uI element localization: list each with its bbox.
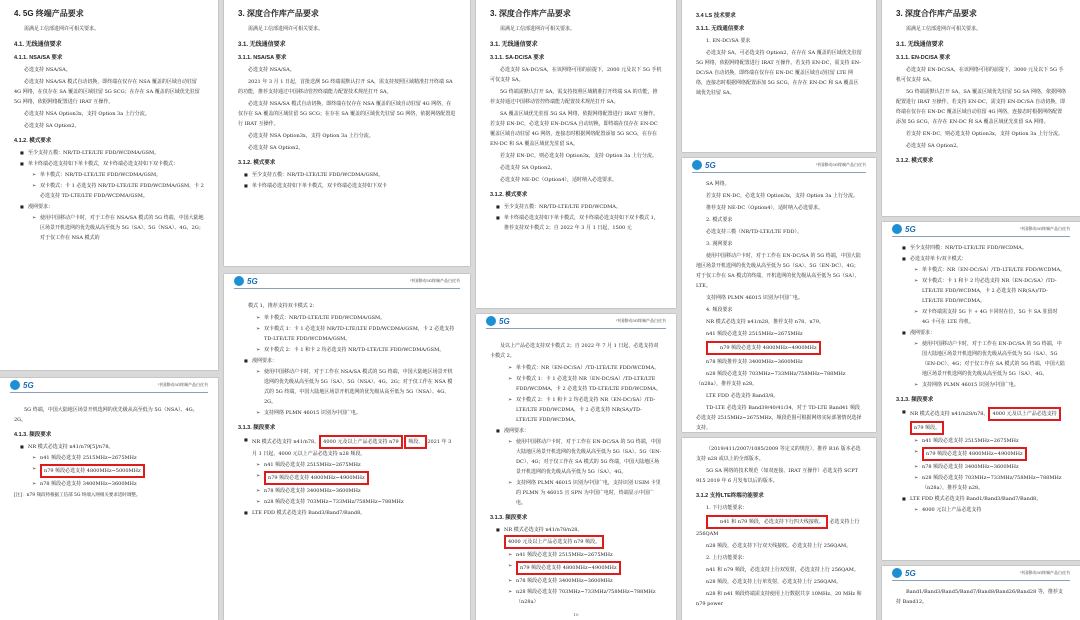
- bullet-item: [244, 435, 456, 459]
- section-title: 4. 5G 终端产品要求: [14, 9, 84, 18]
- doc-page-11: [882, 222, 1080, 560]
- paragraph: 必选支持 NE-DC（Option4），适时纳入必选要求。: [500, 177, 618, 183]
- paragraph: 推荐支持 NE-DC（Option4），适时纳入必选要求。: [706, 205, 824, 211]
- page-header: [892, 222, 1070, 237]
- paragraph: SA 网络。: [706, 181, 730, 187]
- subsection-title: 4.1. 无线通信要求: [14, 42, 62, 48]
- paragraph: 需满足工信部进网许可相关要求。: [906, 26, 982, 32]
- logo-5g: 5G: [247, 276, 258, 286]
- paragraph: n78 频段推荐支持 3400MHz~3600MHz: [706, 359, 803, 365]
- paragraph: 2. 模式要求: [706, 217, 733, 223]
- header-title: 中国移动5G终端产品白皮书: [1020, 570, 1070, 575]
- doc-page-10: [882, 0, 1080, 216]
- subsection-title: 4.1.2. 模式要求: [14, 138, 52, 144]
- subsection-title: 3.1. 无线通信要求: [490, 42, 538, 48]
- paragraph: n28 频段必选支持 703MHz~733MHz/758MHz~788MHz（n28a），推荐支持 n28。: [696, 371, 846, 387]
- sub-item: ➢ n78 频段必选支持 3400MHz~3600MHz: [256, 486, 456, 496]
- text-run: NR 模式必选支持 n41/n78/n28、: [504, 527, 583, 533]
- paragraph: 及以上产品必选支持双卡模式 2；自 2022 年 7 月 1 日起，必选支持双卡模式 2。: [490, 343, 659, 359]
- paragraph: 模式 1，推荐支持双卡模式 2：: [248, 303, 318, 309]
- page-header: [486, 314, 666, 329]
- sub-item: ➢ 双卡模式 1：卡 1 必选支持 NR（EN-DC/SA）/TD-LTE/LTE FDD/WCDMA，卡 2 必选支持 TD-LTE/LTE FDD/WCDMA。: [508, 374, 662, 394]
- sub-item: ➢ n78 频段必选支持 3400MHz~3600MHz: [508, 576, 662, 586]
- paragraph: 1. EN-DC/SA 要求: [706, 38, 751, 44]
- paragraph: 必选支持 SA Option2。: [500, 165, 556, 171]
- paragraph: 支持网络 PLMN 46015 识别为中国广电。: [706, 295, 803, 301]
- bullet-item: ■ 至少支持五模：NR/TD-LTE/LTE FDD/WCDMA/GSM。: [244, 170, 456, 180]
- paragraph: [696, 341, 862, 355]
- doc-page-5: [476, 0, 676, 308]
- subsection-title: 3.1. 无线通信要求: [896, 42, 944, 48]
- sub-item: ➢ 使用中国移动户卡时，对于工作在 EN-DC/SA 的 5G 终端，中国大陆地区场景开机选网的优先级从高至低为 5G（SA）、5G（EN-DC）、4G；对于仅工作在 SA 模式的 5G 终端，中国大陆地区场景开机选网的优先级从高至低为 5G（SA）、4G。: [508, 437, 662, 477]
- sub-item: ➢ n78 频段必选支持 3400MHz~3600MHz: [914, 462, 1066, 472]
- paragraph: 5G SA 网络的技术规范（如双连接、IRAT 互操作）必选支持 SCPT 915 2019 年 6 月发布以后的版本。: [696, 468, 858, 484]
- paragraph: 必选支持三模（NR/TD-LTE/LTE FDD）。: [706, 229, 803, 235]
- page-header: [10, 378, 208, 393]
- doc-page-2: [0, 378, 218, 620]
- doc-page-3: [224, 0, 470, 266]
- sub-item: ➢ 双卡终端需支持 5G 卡 + 4G 卡同时在位，5G 卡 SA 驻留时 4G 卡可在 LTE 待机。: [914, 307, 1066, 327]
- subsection-title: 3.1. 无线通信要求: [238, 42, 286, 48]
- header-title: 中国移动5G终端产品白皮书: [816, 162, 866, 167]
- sub-item: ➢ 双卡模式 1：卡 1 必选支持 NR/TD-LTE/LTE FDD/WCDMA/GSM，卡 2 必选支持 TD-LTE/LTE FDD/WCDMA/GSM。: [256, 324, 456, 344]
- section-title: 3. 深度合作库产品要求: [896, 9, 977, 18]
- sub-item: ➢ 双卡模式 2：卡 1 和卡 2 均必选支持 NR/TD-LTE/LTE FDD/WCDMA/GSM。: [256, 345, 456, 355]
- subsection-title: 3.1.2. 模式要求: [490, 192, 528, 198]
- subsection-title: 4.1.3. 频段要求: [14, 432, 52, 438]
- highlight-box: 4000 元及以上产品必选支持 n79: [319, 435, 403, 449]
- subsection-title: 3.1.3. 频段要求: [490, 515, 528, 521]
- bullet-item: ■ 漫网要求：: [902, 328, 1066, 338]
- bullet-item: ■ 至少支持五模：NR/TD-LTE/LTE FDD/WCDMA。: [496, 202, 662, 212]
- logo: [692, 160, 716, 170]
- paragraph: 必选支持 NSA/SA。: [24, 67, 71, 73]
- page-header: [692, 158, 866, 173]
- text-run: NR 模式必选支持 n41/n28/n78、: [910, 411, 989, 417]
- highlight-box: 频段，: [404, 435, 427, 449]
- paragraph: 5G 终端，中国大陆地区场景开机选网的优先级从高至低为 5G（NSA）、4G、2G。: [14, 407, 198, 423]
- sub-item: ➢ 4000 元以上产品必选支持: [914, 505, 1066, 515]
- bullet-item: ■ 必选支持单卡/双卡模式：: [902, 254, 1066, 264]
- paragraph: 若支持 EN-DC，则必选支持 Option3x，支持 Option 3a 上行分流。: [500, 153, 657, 159]
- paragraph: 必选支持 EN-DC/SA，在该网络可用的前提下，3000 元及以下 5G 手机可仅支持 SA。: [896, 67, 1064, 83]
- sub-item: ➢ 支持网络 PLMN 46015 识别为中国广电，支持识别 USIM 卡里的 PLMN 为 46015 且 SPN 为中国广电时，终端显示中国广电。: [508, 478, 662, 508]
- bullet-item: ■ NR 模式必选支持 n41/n79[5]/n78。: [20, 442, 204, 452]
- bullet-item: ■ 漫网要求：: [20, 202, 204, 212]
- paragraph: 使用中国移动户卡时，对于工作在 EN-DC/SA 的 5G 终端，中国大陆地区场景开机选网的优先级从高至低为 5G（SA）、5G（EN-DC）、4G；对于仅工作在 SA 模式的终端，开机选网的优先级从高至低为 5G（SA）、LTE。: [696, 253, 861, 289]
- china-mobile-logo-icon: [486, 316, 496, 326]
- subsection-title: 3.4 LS 技术要求: [696, 13, 736, 19]
- highlight-box: n79 频段。: [910, 421, 944, 435]
- header-title: 中国移动5G终端产品白皮书: [616, 318, 666, 323]
- logo: [892, 224, 916, 234]
- paragraph: 4. 频段要求: [706, 307, 733, 313]
- logo-5g: 5G: [499, 316, 510, 326]
- doc-page-4: [224, 274, 470, 620]
- bullet-item: ■ 漫网要求：: [496, 426, 662, 436]
- subsection-title: 3.1.2. 模式要求: [896, 158, 934, 164]
- china-mobile-logo-icon: [692, 160, 702, 170]
- paragraph: 若支持 EN-DC，必选支持 Option3x，支持 Option 3a 上行分流。: [706, 193, 858, 199]
- header-title: 中国移动5G终端产品白皮书: [410, 278, 460, 283]
- sub-item: ➢ 支持网络 PLMN 46015 识别为中国广电。: [256, 408, 456, 418]
- highlight-box: n79 频段必选支持 4800MHz~5000MHz: [40, 464, 145, 478]
- china-mobile-logo-icon: [10, 380, 20, 390]
- paragraph: 1. 下行功能要求：: [706, 505, 748, 511]
- bullet-item: ■ LTE FDD 模式必选支持 Band3/Band7/Band8。: [244, 508, 456, 518]
- paragraph: 必选支持 SA-DC/SA，在该网络可用的前提下，2000 元及以下 5G 手机可仅支持 SA。: [490, 67, 662, 83]
- sub-item: ➢ 使用中国移动户卡时，对于工作在 NSA/SA 模式的 5G 终端，中国大陆地区场景开机选网的优先级从高至低为 5G（SA）、5G（NSA）、4G、2G；对于仅工作在 NSA 模式的 5G 终端，中国大陆地区场景开机选网的优先级从高至低为 5G（NSA）、4G、2G。: [256, 367, 456, 407]
- page-header: [234, 274, 460, 289]
- subsection-title: 3.1.3. 频段要求: [238, 425, 276, 431]
- paragraph: 必选支持 NSA/SA。: [248, 67, 295, 73]
- paragraph: 5G 终端需默认打开 SA，SA 覆盖区域优先驻留 5G SA 网络，依据网络配置进行 IRAT 互操作。若支持 EN-DC，需支持 EN-DC/SA 自动切换，即终端在仅存在 EN-DC 覆盖区域自动驻留 4G 网络，连接态时根据网络配置添加 5G SCG，在存在 EN-DC 和 SA 覆盖区域优先驻留 SA 网络。: [896, 89, 1066, 125]
- paragraph: n41 和 n79 频段，必选支持上行双发射，必选支持上行 256QAM。: [706, 567, 859, 573]
- sub-item: ➢ n41 频段必选支持 2515MHz~2675MHz: [32, 453, 204, 463]
- sub-item: ➢ n28 频段必选支持 703MHz~733MHz/758MHz~788MHz: [256, 497, 456, 507]
- subsection-title: 3.1.1. 无线通信要求: [696, 26, 745, 32]
- paragraph: 必选支持 SA Option2。: [906, 143, 962, 149]
- paragraph: [696, 515, 862, 539]
- doc-page-7: [682, 0, 876, 152]
- sub-item: ➢ 双卡模式：卡 1 和卡 2 均必选支持 NR（EN-DC/SA）/TD-LTE/LTE FDD/WCDMA，卡 2 必选支持 NR(SA)/TD-LTE/LTE FDD/WCDMA。: [914, 276, 1066, 306]
- highlight-box: 4000 元及以上产品必选支持 n79 频段。: [504, 535, 604, 549]
- bullet-item: ■ 单卡终端必选支持如下单卡模式，双卡终端必选支持如下双卡: [244, 181, 456, 191]
- china-mobile-logo-icon: [892, 224, 902, 234]
- bullet-item: ■ 单卡终端必选支持如下单卡模式，双卡终端必选支持如下双卡模式：: [20, 159, 204, 169]
- highlight-box: n79 频段必选支持 4800MHz~4900MHz: [516, 561, 621, 575]
- paragraph: n28 频段，必选支持上行单发射，必选支持上行 256QAM。: [706, 579, 842, 585]
- paragraph: 必选支持 SA，可必选支持 Option2，在存在 SA 覆盖的区域优先驻留 5G 网络，依据网络配置进行 IRAT 互操作。若支持 EN-DC，需支持 EN-DC/SA 自动切换，即终端在仅存在 EN-DC 覆盖区域自动驻留 LTE 网络，连接态时根据网络配置添加 5G SCG，在存在 EN-DC 和 SA 覆盖区域优先驻留 SA。: [696, 50, 862, 96]
- sub-item: ➢ 单卡模式：NR（EN-DC/SA）/TD-LTE/LTE FDD/WCDMA。: [914, 265, 1066, 275]
- paragraph: 需满足工信部进网许可相关要求。: [24, 26, 100, 32]
- bullet-item: [902, 407, 1066, 435]
- doc-page-1: [0, 0, 218, 370]
- bullet-item: ■ 至少支持四模：NR/TD-LTE/LTE FDD/WCDMA。: [902, 243, 1066, 253]
- paragraph: 必选支持 NSA/SA 模式自动切换，即终端在仅存在 NSA 覆盖的区域自动驻留 4G 网络，在仅存在 SA 覆盖的区域驻留 5G SCG；在存在 SA 覆盖的区域优先驻留 5G 网络，依据网络配置进行 IRAT 互操作。: [238, 101, 456, 127]
- section-title: 3. 深度合作库产品要求: [490, 9, 571, 18]
- text-run: 必选支持上行 256QAM: [696, 519, 860, 537]
- highlight-box: 4000 元及以上产品必选支持: [988, 407, 1060, 421]
- logo: [486, 316, 510, 326]
- paragraph: NR 模式必选支持 n41/n28，推荐支持 n78、n79。: [706, 319, 824, 325]
- logo: [10, 380, 34, 390]
- header-title: 中国移动5G终端产品白皮书: [1020, 226, 1070, 231]
- sub-item: ➢ 单卡模式：NR（EN-DC/SA）/TD-LTE/LTE FDD/WCDMA。: [508, 363, 662, 373]
- paragraph: 必选支持 SA Option2。: [24, 123, 80, 129]
- sub-item: ➢ n28 频段必选支持 703MHz~733MHz/758MHz~788MHz（n28a）: [508, 587, 662, 607]
- logo: [234, 276, 258, 286]
- china-mobile-logo-icon: [892, 568, 902, 578]
- subsection-title: 3.1.2 支持LTE终端功能要求: [696, 493, 764, 499]
- paragraph: n28 和 n41 频段终端需支持使用上行数据共享 10MHz、20 MHz 和 n79 power: [696, 591, 862, 607]
- doc-page-12: [882, 566, 1080, 620]
- sub-item: ➢ 双卡模式：卡 1 必选支持 NR/TD-LTE/LTE FDD/WCDMA/GSM，卡 2 必选支持 TD-LTE/LTE FDD/WCDMA/GSM。: [32, 181, 204, 201]
- paragraph: 必选支持 NSA/SA 模式自动切换，即终端在仅存在 NSA 覆盖的区域自动驻留 4G 网络，在仅存在 SA 覆盖的区域驻留 5G SCG；在存在 SA 覆盖的区域优先驻留 5G 网络，依据网络配置进行 IRAT 互操作。: [14, 79, 200, 105]
- bullet-item: ■ 至少支持五模：NR/TD-LTE/LTE FDD/WCDMA/GSM。: [20, 148, 204, 158]
- text-run: NR 模式必选支持 n41/n78、: [252, 439, 320, 445]
- paragraph: 若支持 EN-DC，则必选支持 Option3x，支持 Option 3a 上行分流。: [906, 131, 1063, 137]
- sub-item: ➢ 单卡模式：NR/TD-LTE/LTE FDD/WCDMA/GSM。: [32, 170, 204, 180]
- note: [注]：n79 频段将根据工信部 5G 终端入网相关要求适时调整。: [14, 493, 141, 498]
- section-title: 3. 深度合作库产品要求: [238, 9, 319, 18]
- subsection-title: 3.1.1. NSA/SA 要求: [238, 55, 287, 61]
- paragraph: n28 频段，必选支持下行双天线接收。必选支持上行 256QAM。: [706, 543, 852, 549]
- paragraph: 必选支持 NSA Option3x，支持 Option 3a 上行分流。: [24, 111, 150, 117]
- subsection-title: 3.1.2. 模式要求: [238, 160, 276, 166]
- sub-item: ➢ n28 频段必选支持 703MHz~733MHz/758MHz~788MHz（n28a），推荐支持 n28。: [914, 473, 1066, 493]
- sub-item: [32, 464, 204, 478]
- paragraph: 3. 漫网要求: [706, 241, 733, 247]
- subsection-title: 3.1.1. EN-DC/SA 要求: [896, 55, 951, 61]
- sub-item: ➢ n78 频段必选支持 3400MHz~3600MHz: [32, 479, 204, 489]
- paragraph: n41 频段必选支持 2515MHz~2675MHz: [706, 331, 803, 337]
- sub-item: ➢ 单卡模式：NR/TD-LTE/LTE FDD/WCDMA/GSM。: [256, 313, 456, 323]
- doc-page-8: [682, 158, 876, 432]
- logo-5g: 5G: [905, 568, 916, 578]
- doc-page-6: [476, 314, 676, 620]
- bullet-item: ■ 漫网要求：: [244, 356, 456, 366]
- highlight-box: n79 频段必选支持 4800MHz~4900MHz: [264, 471, 369, 485]
- subsection-title: 3.1.1. SA-DC/SA 要求: [490, 55, 545, 61]
- paragraph: TD-LTE 必选支持 Band39/40/41/34，对于 TD-LTE Band41 频段必选支持 2515MHz~2675MHz，频段范围可根据网络实际部署情况选择支持。: [696, 405, 862, 431]
- sub-item: ➢ n41 频段必选支持 2515MHz~2675MHz: [508, 550, 662, 560]
- paragraph: 必选支持 SA Option2。: [248, 145, 304, 151]
- sub-item: ➢ n41 频段必选支持 2515MHz~2675MHz: [256, 460, 456, 470]
- bullet-item: [496, 525, 662, 549]
- page-number: 10: [573, 612, 579, 617]
- sub-item: ➢ n41 频段必选支持 2515MHz~2675MHz: [914, 436, 1066, 446]
- paragraph: 需满足工信部进网许可相关要求。: [248, 26, 324, 32]
- highlight-box: n79 频段必选支持 4800MHz~4900MHz: [706, 341, 821, 355]
- bullet-item: ■ LTE FDD 模式必选支持 Band1/Band3/Band7/Band8。: [902, 494, 1066, 504]
- paragraph: 5G 终端需默认打开 SA，需支持按照区域精准打开终端 SA 的功能，推荐支持通过中国移动管控终端能力配置技术规范打开 SA。: [490, 89, 658, 105]
- paragraph: SA 覆盖区域优先驻留 5G SA 网络，依据网络配置进行 IRAT 互操作。若支持 EN-DC，必选支持 EN-DC/SA 自动切换，即终端在仅存在 EN-DC 覆盖区域自动驻留 4G 网络，连接态时根据网络配置添加 5G SCG，在存在 EN-DC 和 SA 覆盖区域优先驻留 SA。: [490, 111, 659, 147]
- paragraph: （2019/411/2007/1085/2009 等定义的规范），推荐 R16 版本必选支持 n28 或以上的全部版本。: [696, 446, 861, 462]
- highlight-box: n79 频段必选支持 4800MHz~4900MHz: [922, 447, 1027, 461]
- subsection-title: 4.1.1. NSA/SA 要求: [14, 55, 63, 61]
- sub-item: ➢ 双卡模式 2：卡 1 和卡 2 均必选支持 NR（EN-DC/SA）/TD-LTE/LTE FDD/WCDMA，卡 2 必选支持 NR(SA)/TD-LTE/LTE FDD/WCDMA。: [508, 395, 662, 425]
- paragraph: LTE FDD 必选支持 Band3/8。: [706, 393, 779, 399]
- china-mobile-logo-icon: [234, 276, 244, 286]
- sub-item: [914, 447, 1066, 461]
- logo-5g: 5G: [905, 224, 916, 234]
- sub-item: ➢ 使用中国移动户卡时，对于工作在 NSA/SA 模式的 5G 终端，中国大陆地区场景开机选网的优先级从高至低为 5G（SA）、5G（NSA）、4G、2G；对于仅工作在 NSA 模式的: [32, 213, 204, 243]
- paragraph: 2021 年 3 月 1 日起，首批送测 5G 终端需默认打开 SA，需支持按照区域精准打开终端 SA 的功能，推荐支持通过中国移动管控终端能力配置技术规范打开 SA。: [238, 79, 453, 95]
- paragraph: Band1/Band3/Band5/Band7/Band8/Band26/Band28 等，推荐支持 Band12。: [896, 589, 1063, 605]
- header-title: 中国移动5G终端产品白皮书: [158, 382, 208, 387]
- subsection-title: 3.1.3. 频段要求: [896, 397, 934, 403]
- logo-5g: 5G: [705, 160, 716, 170]
- doc-page-9: [682, 438, 876, 620]
- bullet-item: ■ 单卡终端必选支持如下单卡模式，双卡终端必选支持如下双卡模式 1，推荐支持双卡模式 2；自 2022 年 3 月 1 日起，1500 元: [496, 213, 662, 233]
- sub-item: ➢ 支持网络 PLMN 46015 识别为中国广电。: [914, 380, 1066, 390]
- paragraph: 必选支持 NSA Option3x，支持 Option 3a 上行分流。: [248, 133, 374, 139]
- sub-item: ➢ 使用中国移动户卡时，对于工作在 EN-DC/SA 的 5G 终端，中国大陆地区场景开机选网的优先级从高至低为 5G（SA）、5G（EN-DC）、4G；对于仅工作在 SA 模式的 5G 终端，中国大陆地区场景开机选网的优先级从高至低为 5G（SA）、4G。: [914, 339, 1066, 379]
- highlight-box: n41 和 n79 频段，必选支持下行四天线接收。: [706, 515, 828, 529]
- logo: [892, 568, 916, 578]
- logo-5g: 5G: [23, 380, 34, 390]
- page-header: [892, 566, 1070, 581]
- text-run: 2021 年 3 月 1 日起，4000 元以上产品必选支持 n28 频段。: [252, 439, 452, 457]
- sub-item: [256, 471, 456, 485]
- paragraph: 需满足工信部进网许可相关要求。: [500, 26, 576, 32]
- sub-item: [508, 561, 662, 575]
- paragraph: 2. 上行功能要求：: [706, 555, 748, 561]
